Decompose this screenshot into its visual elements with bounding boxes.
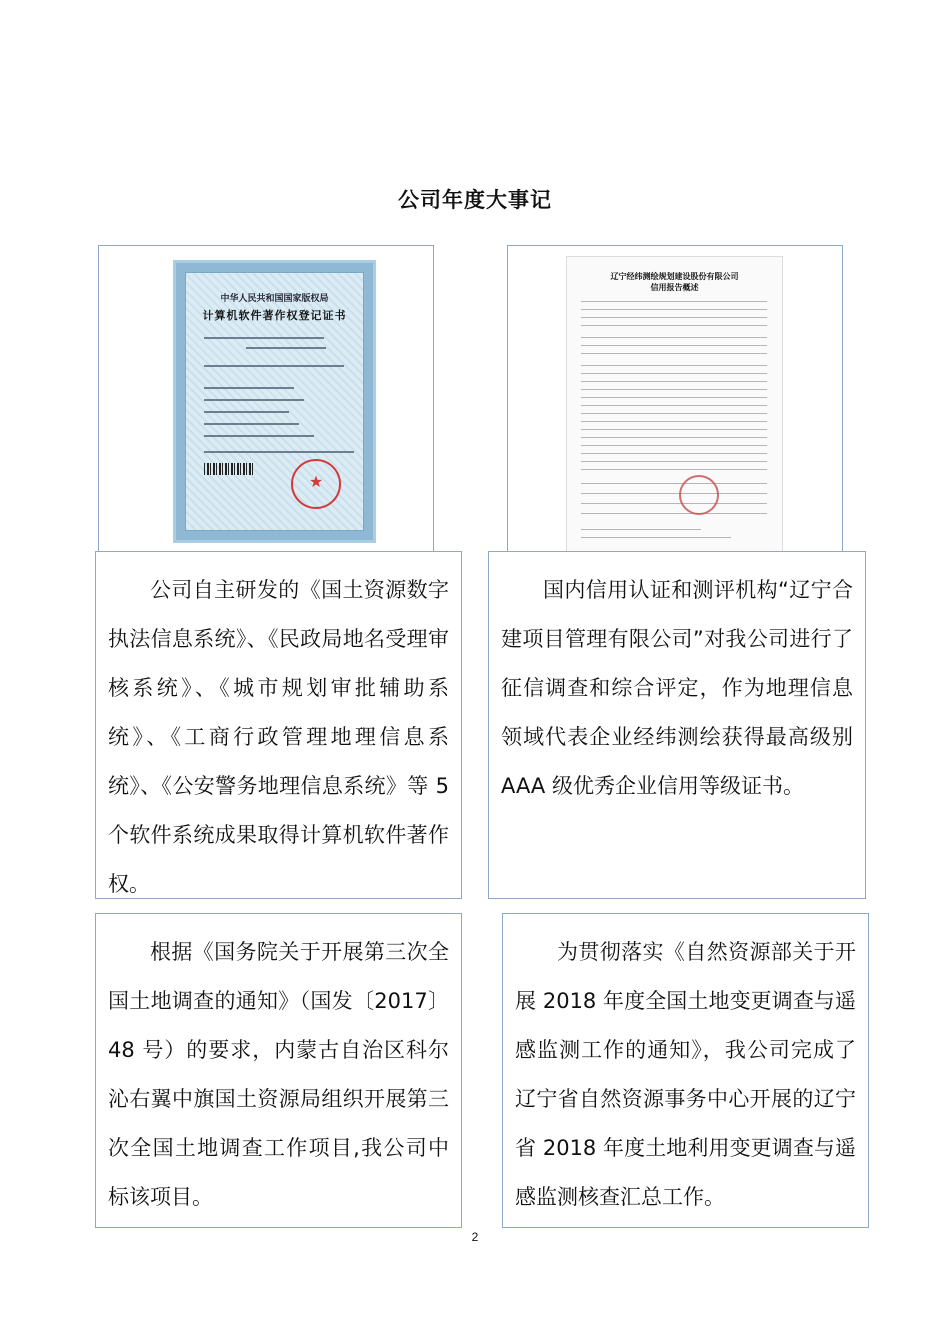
- event-text: 国内信用认证和测评机构“辽宁合建项目管理有限公司”对我公司进行了征信调查和综合评定，作为地理信息领域代表企业经纬测绘获得最高级别 AAA 级优秀企业信用等级证书。: [501, 578, 853, 798]
- barcode-graphic: [204, 463, 254, 475]
- event-card-software-copyright: [95, 551, 462, 899]
- event-card-credit-rating: [488, 551, 866, 899]
- event-card-land-survey: [95, 913, 462, 1228]
- report-seal-stamp: [679, 475, 719, 515]
- page-number: 2: [471, 1230, 479, 1244]
- certificate-image-frame: [98, 245, 434, 553]
- event-text: 公司自主研发的《国土资源数字执法信息系统》、《民政局地名受理审核系统》、《城市规划审批辅助系统》、《工商行政管理地理信息系统》、《公安警务地理信息系统》等 5 个软件系统成果取得计算机软件著作权。: [108, 578, 449, 896]
- software-copyright-certificate-image: [173, 260, 376, 543]
- credit-report-document-image: [566, 256, 783, 553]
- event-text: 为贯彻落实《自然资源部关于开展 2018 年度全国土地变更调查与遥感监测工作的通知》，我公司完成了辽宁省自然资源事务中心开展的辽宁省 2018 年度土地利用变更调查与遥感监测核查汇总工作。: [515, 940, 856, 1209]
- report-title-heading: 信用报告概述: [650, 283, 699, 292]
- certificate-heading-authority: 中华人民共和国国家版权局: [220, 294, 329, 304]
- credit-report-image-frame: [507, 245, 843, 553]
- red-seal-stamp: [291, 459, 341, 509]
- page-title: 公司年度大事记: [398, 188, 552, 212]
- event-text: 根据《国务院关于开展第三次全国土地调查的通知》（国发〔2017〕48 号）的要求，内蒙古自治区科尔沁右翼中旗国土资源局组织开展第三次全国土地调查工作项目,我公司中标该项目。: [108, 940, 449, 1209]
- event-card-land-change-monitoring: [502, 913, 869, 1228]
- report-company-heading: 辽宁经纬测绘规划建设股份有限公司: [610, 272, 739, 281]
- certificate-heading-title: 计算机软件著作权登记证书: [202, 309, 347, 322]
